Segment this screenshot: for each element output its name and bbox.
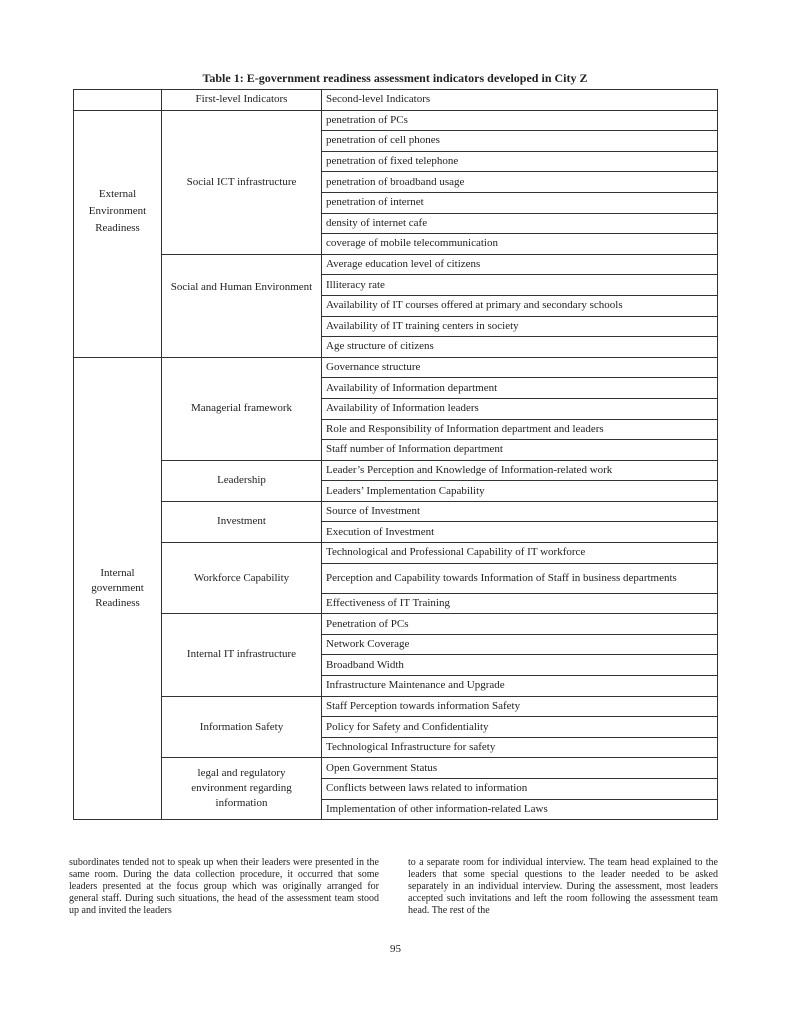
second-level-indicator-cell: Execution of Investment: [322, 522, 718, 543]
second-level-indicator-cell: Broadband Width: [322, 655, 718, 676]
second-level-indicator-cell: Technological and Professional Capability of IT workforce: [322, 543, 718, 564]
first-level-indicator-cell: Investment: [162, 501, 322, 542]
body-text-right-column: to a separate room for individual interview. The team head explained to the leaders that some special questions to the leader needed to be asked separately in an individual interview. During the assessment, most leaders accepted such invitations and left the room following the assessment team head. The rest of the: [408, 857, 718, 916]
first-level-indicator-cell: Social ICT infrastructure: [162, 110, 322, 254]
table-row: [74, 696, 718, 717]
second-level-indicator-cell: Technological Infrastructure for safety: [322, 737, 718, 758]
table-row: [74, 254, 718, 275]
first-level-indicator-cell: Information Safety: [162, 696, 322, 758]
second-level-indicator-cell: Availability of Information department: [322, 378, 718, 399]
second-level-indicator-cell: Infrastructure Maintenance and Upgrade: [322, 676, 718, 697]
first-level-indicator-cell: Managerial framework: [162, 357, 322, 460]
body-text-left-column: subordinates tended not to speak up when their leaders were presented in the same room. During the data collection procedure, it occurred that some leaders presented at the focus group which was originally arranged for general staff. During such situations, the head of the assessment team stood up and invited the leaders: [69, 857, 379, 916]
second-level-indicator-cell: coverage of mobile telecommunication: [322, 234, 718, 255]
second-level-indicator-cell: Perception and Capability towards Information of Staff in business departments: [322, 563, 718, 593]
second-level-indicator-cell: Effectiveness of IT Training: [322, 593, 718, 614]
second-level-indicator-cell: Staff Perception towards information Safety: [322, 696, 718, 717]
page-number: 95: [390, 943, 401, 955]
table-row: [74, 460, 718, 481]
table-row: [74, 543, 718, 564]
second-level-indicator-cell: Leaders’ Implementation Capability: [322, 481, 718, 502]
second-level-indicator-cell: penetration of fixed telephone: [322, 151, 718, 172]
second-level-indicator-cell: penetration of internet: [322, 192, 718, 213]
table-row: [74, 614, 718, 635]
second-level-indicator-cell: Age structure of citizens: [322, 337, 718, 358]
second-level-indicator-cell: Conflicts between laws related to information: [322, 779, 718, 800]
header-first-level: First-level Indicators: [162, 90, 322, 111]
first-level-indicator-cell: Workforce Capability: [162, 543, 322, 614]
table-row: [74, 357, 718, 378]
second-level-indicator-cell: Availability of Information leaders: [322, 398, 718, 419]
group-name-cell: External Environment Readiness: [74, 110, 162, 357]
second-level-indicator-cell: Policy for Safety and Confidentiality: [322, 717, 718, 738]
first-level-indicator-cell: Internal IT infrastructure: [162, 614, 322, 696]
table-row: [74, 758, 718, 779]
table-caption: Table 1: E-government readiness assessment indicators developed in City Z: [202, 71, 588, 85]
second-level-indicator-cell: Staff number of Information department: [322, 440, 718, 461]
first-level-indicator-cell: legal and regulatory environment regarding information: [162, 758, 322, 820]
second-level-indicator-cell: penetration of broadband usage: [322, 172, 718, 193]
group-name-cell: Internal government Readiness: [74, 357, 162, 819]
second-level-indicator-cell: Penetration of PCs: [322, 614, 718, 635]
header-col1: [74, 90, 162, 111]
second-level-indicator-cell: Implementation of other information-related Laws: [322, 799, 718, 820]
second-level-indicator-cell: Illiteracy rate: [322, 275, 718, 296]
second-level-indicator-cell: Average education level of citizens: [322, 254, 718, 275]
second-level-indicator-cell: Governance structure: [322, 357, 718, 378]
indicators-table: [73, 89, 718, 820]
second-level-indicator-cell: Leader’s Perception and Knowledge of Information-related work: [322, 460, 718, 481]
table-row: [74, 501, 718, 522]
second-level-indicator-cell: Availability of IT courses offered at primary and secondary schools: [322, 295, 718, 316]
table-row: [74, 110, 718, 131]
table-header-row: [74, 90, 718, 111]
second-level-indicator-cell: penetration of cell phones: [322, 131, 718, 152]
second-level-indicator-cell: Network Coverage: [322, 634, 718, 655]
first-level-indicator-cell: Social and Human Environment: [162, 254, 322, 357]
second-level-indicator-cell: Availability of IT training centers in society: [322, 316, 718, 337]
header-second-level: Second-level Indicators: [322, 90, 718, 111]
second-level-indicator-cell: penetration of PCs: [322, 110, 718, 131]
second-level-indicator-cell: Open Government Status: [322, 758, 718, 779]
second-level-indicator-cell: Role and Responsibility of Information department and leaders: [322, 419, 718, 440]
second-level-indicator-cell: Source of Investment: [322, 501, 718, 522]
first-level-indicator-cell: Leadership: [162, 460, 322, 501]
second-level-indicator-cell: density of internet cafe: [322, 213, 718, 234]
